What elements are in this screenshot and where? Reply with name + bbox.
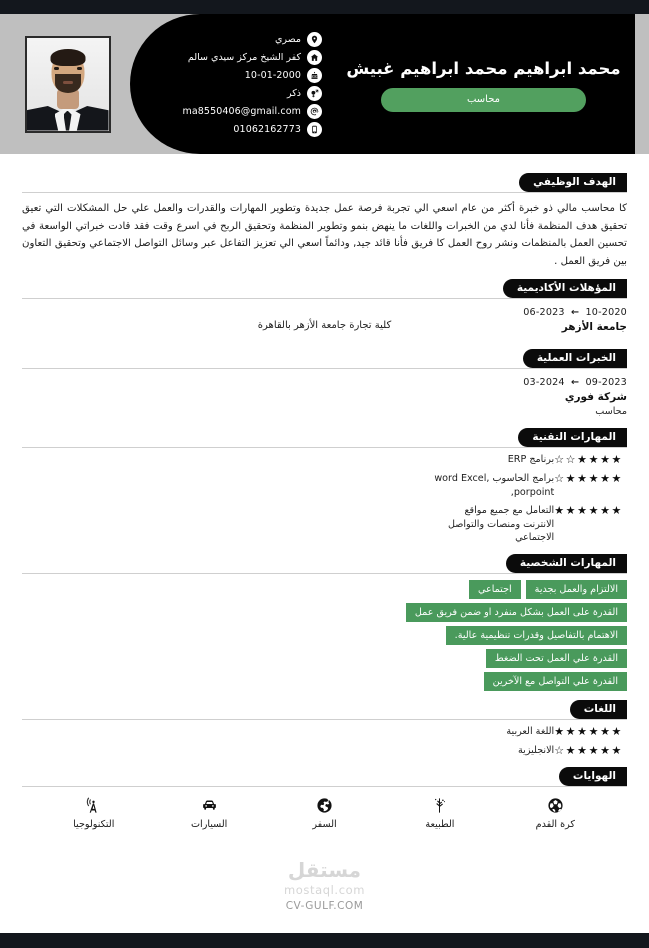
star-rating: ☆★★★★★ <box>554 472 623 485</box>
watermark-arabic: مستقل <box>287 857 362 882</box>
contact-value: ذكر <box>287 87 301 99</box>
star-rating: ☆★★★★★ <box>554 743 623 757</box>
job-title-badge: محاسب <box>381 88 586 112</box>
watermark-latin: mostaql.com <box>283 882 366 897</box>
phone-icon <box>307 122 322 137</box>
section-divider <box>22 447 627 448</box>
tag-line <box>486 649 627 668</box>
rating-row <box>22 744 627 758</box>
contact-value: مصري <box>274 33 301 45</box>
section-divider <box>22 298 627 299</box>
section-title-experience: الخبرات العملية <box>523 349 627 368</box>
hobby-item <box>509 797 601 831</box>
car-icon <box>201 797 218 814</box>
technical-skills-list <box>22 453 627 545</box>
section-divider <box>22 368 627 369</box>
skill-tag: الاهتمام بالتفاصيل وقدرات تنظيمية عالية. <box>446 626 627 645</box>
section-divider <box>22 573 627 574</box>
rating-row <box>22 453 627 467</box>
tree-icon <box>431 797 448 814</box>
section-languages <box>22 700 627 758</box>
top-chrome-bar <box>0 0 649 14</box>
contact-item-email <box>135 104 322 119</box>
arrow-left-icon: ← <box>571 307 580 318</box>
birthday-cake-icon <box>307 68 322 83</box>
gender-icon <box>307 86 322 101</box>
section-objective <box>22 173 627 270</box>
hobby-item <box>279 797 371 831</box>
skill-tag: القدرة علي العمل تحت الضغط <box>486 649 627 668</box>
rating-label: الانجليزية <box>518 744 555 756</box>
cv-body <box>0 154 649 831</box>
languages-list <box>22 725 627 758</box>
section-education <box>22 279 627 340</box>
avatar <box>25 36 111 133</box>
bottom-chrome-bar <box>0 933 649 948</box>
section-title-languages: اللغات <box>570 700 627 719</box>
star-rating: ☆☆★★★★ <box>554 453 623 466</box>
soccer-ball-icon <box>547 797 564 814</box>
rating-label: التعامل مع جميع مواقع الانترنت ومنصات والتواصل الاجتماعي <box>447 505 555 543</box>
objective-text: كا محاسب مالي ذو خبرة أكثر من عام اسعي الي تجربة فرصة عمل جديدة وتطوير المهارات والقدرات والعمل علي حل المشكلات التي تعيق تحقيق هدف المنظمة فأنا لدي من الخبرات واللغات ما ينهض بنمو وتطوير المنظمة وتحقيق الربح في اسرع وقت فقد قادت خبراتي الواسعة في تحسين العمل بالمنظمات ونشر روح العمل كا فريق فأنا قائد جيد, ودائماً اسعي الي تعزيز التفاعل عبر وسائل التواصل الاجتماعي وتحقيق التعاون بين فريق العمل . <box>22 203 627 267</box>
hobby-label: السفر <box>312 818 337 830</box>
section-divider <box>22 192 627 193</box>
contact-list <box>135 14 330 154</box>
contact-value: 01062162773 <box>233 123 301 135</box>
rating-row <box>22 725 627 739</box>
contact-value: كفر الشيخ مركز سيدي سالم <box>187 51 301 63</box>
experience-dates <box>22 376 627 390</box>
star-rating: ★★★★★★ <box>554 504 623 517</box>
education-date-from: 10-2020 <box>585 307 627 318</box>
section-experience <box>22 349 627 419</box>
arrow-left-icon: ← <box>571 377 580 388</box>
watermark-site: CV-GULF.COM <box>285 899 364 912</box>
section-title-technical-skills: المهارات التقنية <box>518 428 627 447</box>
experience-entry <box>22 376 627 419</box>
education-entry <box>22 306 627 340</box>
cv-header <box>0 14 649 154</box>
name-block <box>330 14 649 154</box>
hobby-item <box>48 797 140 831</box>
contact-value: ma8550406@gmail.com <box>182 105 301 117</box>
hobbies-list <box>22 797 627 831</box>
hobby-label: التكنولوجيا <box>73 818 115 830</box>
tag-line <box>469 580 627 599</box>
contact-item-nationality <box>135 32 322 47</box>
contact-item-birthdate <box>135 68 322 83</box>
contact-item-gender <box>135 86 322 101</box>
rating-label: اللغة العربية <box>506 725 555 737</box>
hobby-label: كرة القدم <box>535 818 575 830</box>
experience-organization: شركة فوري <box>564 391 627 403</box>
experience-role: محاسب <box>595 406 627 417</box>
rating-label: برنامج ERP <box>507 454 555 465</box>
cv-page <box>0 14 649 933</box>
section-title-hobbies: الهوايات <box>559 767 627 786</box>
education-organization: جامعة الأزهر <box>561 321 627 333</box>
contact-value: 10-01-2000 <box>244 69 301 81</box>
hobby-label: السيارات <box>191 818 228 830</box>
hobby-label: الطبيعة <box>425 818 455 830</box>
section-divider <box>22 719 627 720</box>
section-title-objective: الهدف الوظيفي <box>519 173 627 192</box>
rating-row <box>22 472 627 499</box>
globe-travel-icon <box>316 797 333 814</box>
profile-photo-container <box>0 14 135 154</box>
experience-date-from: 09-2023 <box>585 377 627 388</box>
hobby-item <box>394 797 486 831</box>
rating-label: برامج الحاسوب word Excel, porpoint, <box>434 473 555 498</box>
education-date-to: 06-2023 <box>523 307 565 318</box>
education-dates <box>22 306 627 320</box>
section-personal-skills <box>22 554 627 691</box>
section-title-education: المؤهلات الأكاديمية <box>503 279 627 298</box>
experience-date-to: 03-2024 <box>523 377 565 388</box>
hobby-item <box>163 797 255 831</box>
email-icon <box>307 104 322 119</box>
skill-tag: اجتماعي <box>469 580 521 599</box>
skill-tag: القدرة على العمل بشكل منفرد او ضمن فريق عمل <box>406 603 627 622</box>
education-detail: كلية تجارة جامعة الأزهر بالقاهرة <box>257 320 392 331</box>
tag-line <box>446 626 627 645</box>
tag-line <box>484 672 627 691</box>
section-technical-skills <box>22 428 627 545</box>
contact-item-phone <box>135 122 322 137</box>
skill-tag: الالتزام والعمل بجدية <box>526 580 627 599</box>
broadcast-tower-icon <box>85 797 102 814</box>
section-hobbies <box>22 767 627 831</box>
rating-row <box>22 504 627 545</box>
section-divider <box>22 786 627 787</box>
page-title: محمد ابراهيم محمد ابراهيم غبيش <box>346 59 621 78</box>
skill-tag: القدرة علي التواصل مع الآخرين <box>484 672 627 691</box>
footer-watermark <box>0 837 649 933</box>
location-pin-icon <box>307 32 322 47</box>
star-rating: ★★★★★★ <box>554 724 623 738</box>
contact-item-address <box>135 50 322 65</box>
tag-line <box>406 603 627 622</box>
section-title-personal-skills: المهارات الشخصية <box>506 554 627 573</box>
personal-skills-tags <box>22 580 627 691</box>
home-icon <box>307 50 322 65</box>
